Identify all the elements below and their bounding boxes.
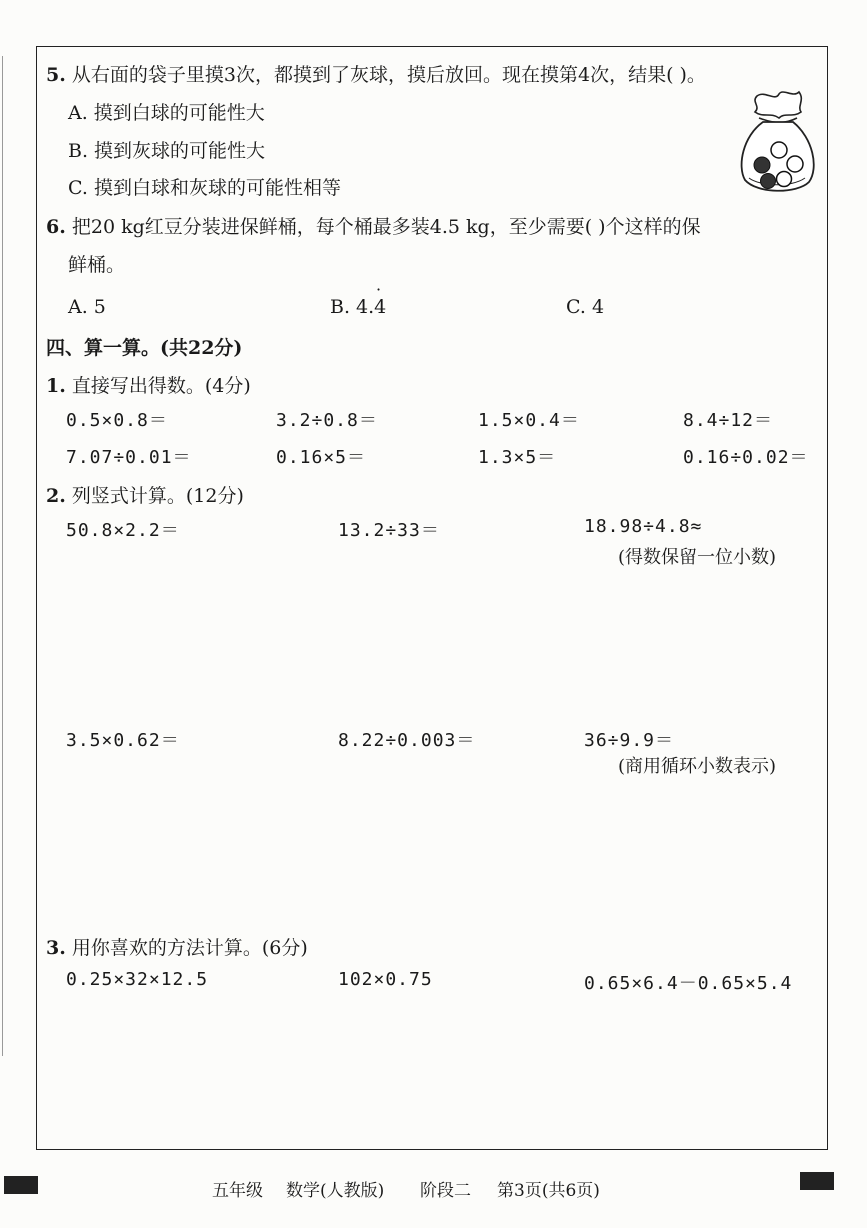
mental-calc-7: 1.3×5＝ <box>478 447 557 468</box>
mental-calc-1: 0.5×0.8＝ <box>66 410 168 431</box>
repeating-decimal-note: (商用循环小数表示) <box>618 756 777 777</box>
vertical-calc-4: 3.5×0.62＝ <box>66 730 180 751</box>
vertical-calc-3: 18.98÷4.8≈ <box>584 516 703 537</box>
part-2-title: 列竖式计算。(12分) <box>71 485 244 507</box>
convenient-calc-1: 0.25×32×12.5 <box>66 969 209 990</box>
vertical-calc-5: 8.22÷0.003＝ <box>338 730 476 751</box>
footer-stage: 阶段二 <box>420 1181 471 1201</box>
footer-page-number: 第3页(共6页) <box>497 1181 600 1201</box>
section-4-title: 四、算一算。(共22分) <box>46 337 243 359</box>
rounding-note: (得数保留一位小数) <box>618 547 777 568</box>
question-5 <box>46 60 706 87</box>
question-6 <box>46 212 701 239</box>
footer-right-marker <box>800 1172 834 1190</box>
part-2-number: 2. <box>46 485 66 507</box>
mental-calc-3: 1.5×0.4＝ <box>478 410 580 431</box>
question-5-text: 从右面的袋子里摸3次，都摸到了灰球，摸后放回。现在摸第4次，结果( )。 <box>71 64 706 86</box>
page-edge-line <box>2 56 3 1056</box>
mental-calc-6: 0.16×5＝ <box>276 447 367 468</box>
vertical-calc-1: 50.8×2.2＝ <box>66 520 180 541</box>
part-3-title: 用你喜欢的方法计算。(6分) <box>71 937 308 959</box>
q5-option-c: C. 摸到白球和灰球的可能性相等 <box>68 177 341 199</box>
mental-calc-2: 3.2÷0.8＝ <box>276 410 378 431</box>
q6-option-b: B. 4.4 <box>330 296 387 318</box>
repeating-decimal-dot: · <box>376 280 382 299</box>
footer-grade: 五年级 <box>212 1181 263 1201</box>
q6-option-c: C. 4 <box>566 296 605 318</box>
question-6-text-line2: 鲜桶。 <box>68 254 126 276</box>
part-1-heading <box>46 371 251 398</box>
part-3-number: 3. <box>46 937 66 959</box>
vertical-calc-6: 36÷9.9＝ <box>584 730 675 751</box>
footer-left-marker <box>4 1176 38 1194</box>
question-5-number: 5. <box>46 64 66 86</box>
question-6-text-line1: 把20 kg红豆分装进保鲜桶，每个桶最多装4.5 kg，至少需要( )个这样的保 <box>71 216 701 238</box>
convenient-calc-3: 0.65×6.4－0.65×5.4 <box>584 973 793 994</box>
q5-option-b: B. 摸到灰球的可能性大 <box>68 140 266 162</box>
question-6-number: 6. <box>46 216 66 238</box>
vertical-calc-2: 13.2÷33＝ <box>338 520 440 541</box>
mental-calc-4: 8.4÷12＝ <box>683 410 774 431</box>
part-1-title: 直接写出得数。(4分) <box>71 375 251 397</box>
part-1-number: 1. <box>46 375 66 397</box>
part-3-heading <box>46 933 308 960</box>
footer-subject: 数学(人教版) <box>286 1181 385 1201</box>
q5-option-a: A. 摸到白球的可能性大 <box>68 102 265 124</box>
part-2-heading <box>46 481 244 508</box>
q6-option-a: A. 5 <box>68 296 106 318</box>
mental-calc-8: 0.16÷0.02＝ <box>683 447 809 468</box>
convenient-calc-2: 102×0.75 <box>338 969 433 990</box>
ball-bag-illustration <box>735 88 820 196</box>
mental-calc-5: 7.07÷0.01＝ <box>66 447 192 468</box>
